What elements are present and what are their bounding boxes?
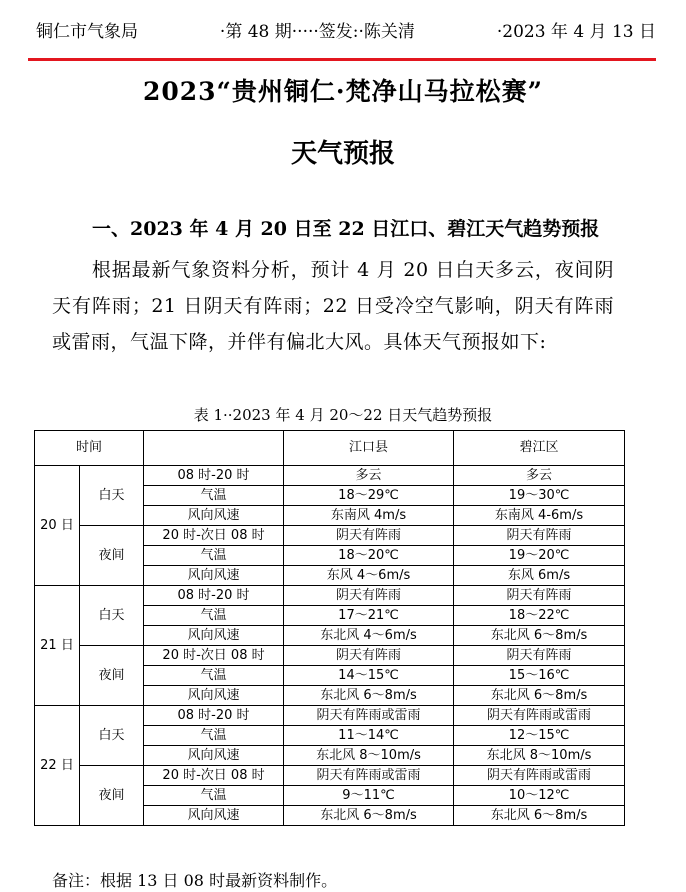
period-cell: 白天 (80, 706, 144, 766)
bijiang-value: 18～22℃ (454, 606, 625, 626)
jiangkou-value: 阴天有阵雨 (284, 526, 454, 546)
bijiang-value: 10～12℃ (454, 786, 625, 806)
bijiang-value: 15～16℃ (454, 666, 625, 686)
jiangkou-value: 11～14℃ (284, 726, 454, 746)
row-label: 风向风速 (144, 566, 284, 586)
forecast-table (34, 430, 625, 826)
issuing-org: 铜仁市气象局 (36, 21, 138, 42)
row-label: 风向风速 (144, 746, 284, 766)
table-row (35, 526, 625, 546)
footnote: 备注：根据 13 日 08 时最新资料制作。 (52, 871, 338, 890)
row-label: 气温 (144, 486, 284, 506)
red-header-rule (28, 58, 656, 61)
period-cell: 夜间 (80, 526, 144, 586)
doc-title: 2023“贵州铜仁·梵净山马拉松赛” (142, 77, 544, 106)
bijiang-value: 阴天有阵雨或雷雨 (454, 766, 625, 786)
table-row (35, 586, 625, 606)
row-label: 气温 (144, 726, 284, 746)
day-cell: 21 日 (35, 586, 80, 706)
row-label: 风向风速 (144, 686, 284, 706)
document-header (36, 14, 656, 44)
bijiang-value: 19～30℃ (454, 486, 625, 506)
issue-date: ·2023 年 4 月 13 日 (496, 21, 656, 42)
jiangkou-value: 东北风 6～8m/s (284, 806, 454, 826)
table-row (35, 766, 625, 786)
bijiang-value: 东北风 6～8m/s (454, 806, 625, 826)
row-label: 08 时-20 时 (144, 706, 284, 726)
bijiang-value: 12～15℃ (454, 726, 625, 746)
table-header-row (35, 431, 625, 466)
bijiang-value: 阴天有阵雨 (454, 526, 625, 546)
jiangkou-value: 17～21℃ (284, 606, 454, 626)
jiangkou-value: 东北风 4～6m/s (284, 626, 454, 646)
jiangkou-value: 东北风 8～10m/s (284, 746, 454, 766)
issue-number: ·第 48 期·····签发:·陈关清 (219, 21, 415, 42)
row-label: 风向风速 (144, 806, 284, 826)
header-blank (144, 431, 284, 466)
jiangkou-value: 14～15℃ (284, 666, 454, 686)
period-cell: 白天 (80, 466, 144, 526)
jiangkou-value: 阴天有阵雨或雷雨 (284, 766, 454, 786)
jiangkou-value: 东北风 6～8m/s (284, 686, 454, 706)
header-jiangkou: 江口县 (284, 431, 454, 466)
table-row (35, 466, 625, 486)
row-label: 20 时-次日 08 时 (144, 526, 284, 546)
period-cell: 夜间 (80, 766, 144, 826)
doc-subtitle: 天气预报 (290, 139, 395, 169)
jiangkou-value: 阴天有阵雨或雷雨 (284, 706, 454, 726)
row-label: 风向风速 (144, 626, 284, 646)
row-label: 20 时-次日 08 时 (144, 766, 284, 786)
row-label: 气温 (144, 606, 284, 626)
bijiang-value: 东北风 8～10m/s (454, 746, 625, 766)
row-label: 风向风速 (144, 506, 284, 526)
jiangkou-value: 18～20℃ (284, 546, 454, 566)
bijiang-value: 19～20℃ (454, 546, 625, 566)
bijiang-value: 东南风 4-6m/s (454, 506, 625, 526)
table-caption: 表 1··2023 年 4 月 20～22 日天气趋势预报 (193, 406, 493, 424)
bijiang-value: 阴天有阵雨或雷雨 (454, 706, 625, 726)
bijiang-value: 阴天有阵雨 (454, 646, 625, 666)
jiangkou-value: 阴天有阵雨 (284, 646, 454, 666)
jiangkou-value: 18～29℃ (284, 486, 454, 506)
forecast-paragraph: 根据最新气象资料分析，预计 4 月 20 日白天多云，夜间阴天有阵雨；21 日阴天有阵雨；22 日受冷空气影响，阴天有阵雨或雷雨，气温下降，并伴有偏北大风。具体天气预报如下: (52, 259, 614, 353)
table-row (35, 706, 625, 726)
header-bijiang: 碧江区 (454, 431, 625, 466)
table-row (35, 646, 625, 666)
day-cell: 22 日 (35, 706, 80, 826)
row-label: 20 时-次日 08 时 (144, 646, 284, 666)
row-label: 08 时-20 时 (144, 466, 284, 486)
row-label: 气温 (144, 546, 284, 566)
jiangkou-value: 阴天有阵雨 (284, 586, 454, 606)
jiangkou-value: 东南风 4m/s (284, 506, 454, 526)
jiangkou-value: 9～11℃ (284, 786, 454, 806)
bijiang-value: 东风 6m/s (454, 566, 625, 586)
row-label: 气温 (144, 786, 284, 806)
row-label: 08 时-20 时 (144, 586, 284, 606)
header-time: 时间 (35, 431, 144, 466)
section-heading: 一、2023 年 4 月 20 日至 22 日江口、碧江天气趋势预报 (92, 218, 600, 240)
day-cell: 20 日 (35, 466, 80, 586)
bijiang-value: 多云 (454, 466, 625, 486)
jiangkou-value: 多云 (284, 466, 454, 486)
bijiang-value: 东北风 6～8m/s (454, 686, 625, 706)
jiangkou-value: 东风 4～6m/s (284, 566, 454, 586)
period-cell: 白天 (80, 586, 144, 646)
row-label: 气温 (144, 666, 284, 686)
period-cell: 夜间 (80, 646, 144, 706)
bijiang-value: 东北风 6～8m/s (454, 626, 625, 646)
bijiang-value: 阴天有阵雨 (454, 586, 625, 606)
